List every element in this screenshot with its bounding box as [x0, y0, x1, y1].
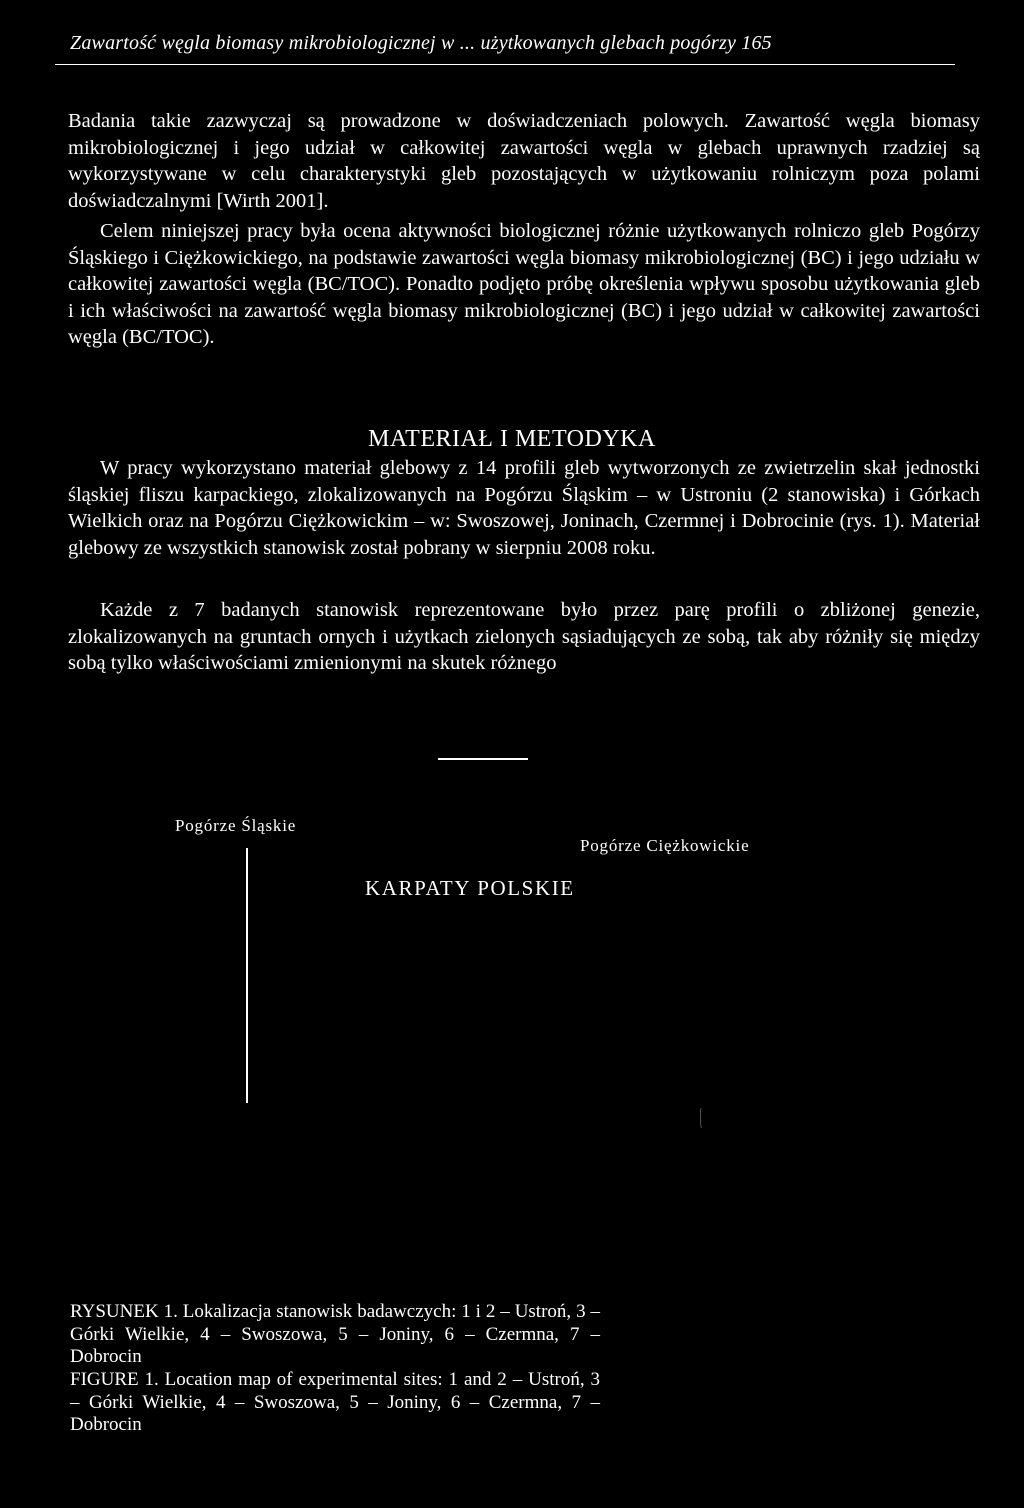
figure-caption-english: FIGURE 1. Location map of experimental sites: 1 and 2 – Ustroń, 3 – Górki Wielkie, 4 – Swoszowa, 5 – Joniny, 6 – Czermna, 7 – Dobrocin: [70, 1369, 600, 1436]
figure-caption-polish: RYSUNEK 1. Lokalizacja stanowisk badawczych: 1 i 2 – Ustroń, 3 – Górki Wielkie, 4 – Swoszowa, 5 – Joniny, 6 – Czermna, 7 – Dobrocin: [70, 1301, 600, 1368]
map-boundary-line: [246, 848, 248, 1103]
paragraph-1: Badania takie zazwyczaj są prowadzone w doświadczeniach polowych. Zawartość węgla biomasy mikrobiologicznej i jego udział w całkowitej zawartości węgla w glebach uprawnych rzadziej są wykorzystywane w celu charakterystyki gleb pozostających w użytkowaniu rolniczym poza polami doświadczalnymi [Wirth 2001].: [68, 110, 980, 212]
location-map-figure: [0, 740, 1024, 1300]
running-header: Zawartość węgla biomasy mikrobiologicznej w ... użytkowanych glebach pogórzy 165: [70, 32, 772, 54]
map-label-karpaty-polskie: KARPATY POLSKIE: [365, 876, 575, 900]
paragraph-2: Celem niniejszej pracy była ocena aktywności biologicznej różnie użytkowanych rolniczo gleb Pogórzy Śląskiego i Ciężkowickiego, na podstawie zawartości węgla biomasy mikrobiologicznej (BC) i jego udziału w całkowitej zawartości węgla (BC/TOC). Ponadto podjęto próbę określenia wpływu sposobu użytkowania gleb i ich właściwości na zawartość węgla biomasy mikrobiologicznej (BC) i jego udział w całkowitej zawartości węgla (BC/TOC).: [68, 220, 980, 349]
map-label-pogorze-ciezkowickie: Pogórze Ciężkowickie: [580, 836, 750, 855]
section-title: MATERIAŁ I METODYKA: [368, 426, 656, 452]
map-label-pogorze-slaskie: Pogórze Śląskie: [175, 816, 297, 835]
paragraph-4: Każde z 7 badanych stanowisk reprezentowane było przez parę profili o zbliżonej genezie, zlokalizowanych na gruntach ornych i użytkach zielonych sąsiadujących ze sobą, tak aby różniły się między sobą tylko właściwościami zmienionymi na skutek różnego: [68, 599, 980, 675]
map-boundary-curve: [700, 1058, 702, 1178]
paragraph-3: W pracy wykorzystano materiał glebowy z 14 profili gleb wytworzonych ze zwietrzelin skał jednostki śląskiej fliszu karpackiego, zlokalizowanych na Pogórzu Śląskim – w Ustroniu (2 stanowiska) i Górkach Wielkich oraz na Pogórzu Ciężkowickim – w: Swoszowej, Joninach, Czermnej i Dobrocinie (rys. 1). Materiał glebowy ze wszystkich stanowisk został pobrany w sierpniu 2008 roku.: [68, 457, 980, 559]
map-fragment-line: [438, 758, 528, 760]
header-rule: [55, 64, 955, 65]
